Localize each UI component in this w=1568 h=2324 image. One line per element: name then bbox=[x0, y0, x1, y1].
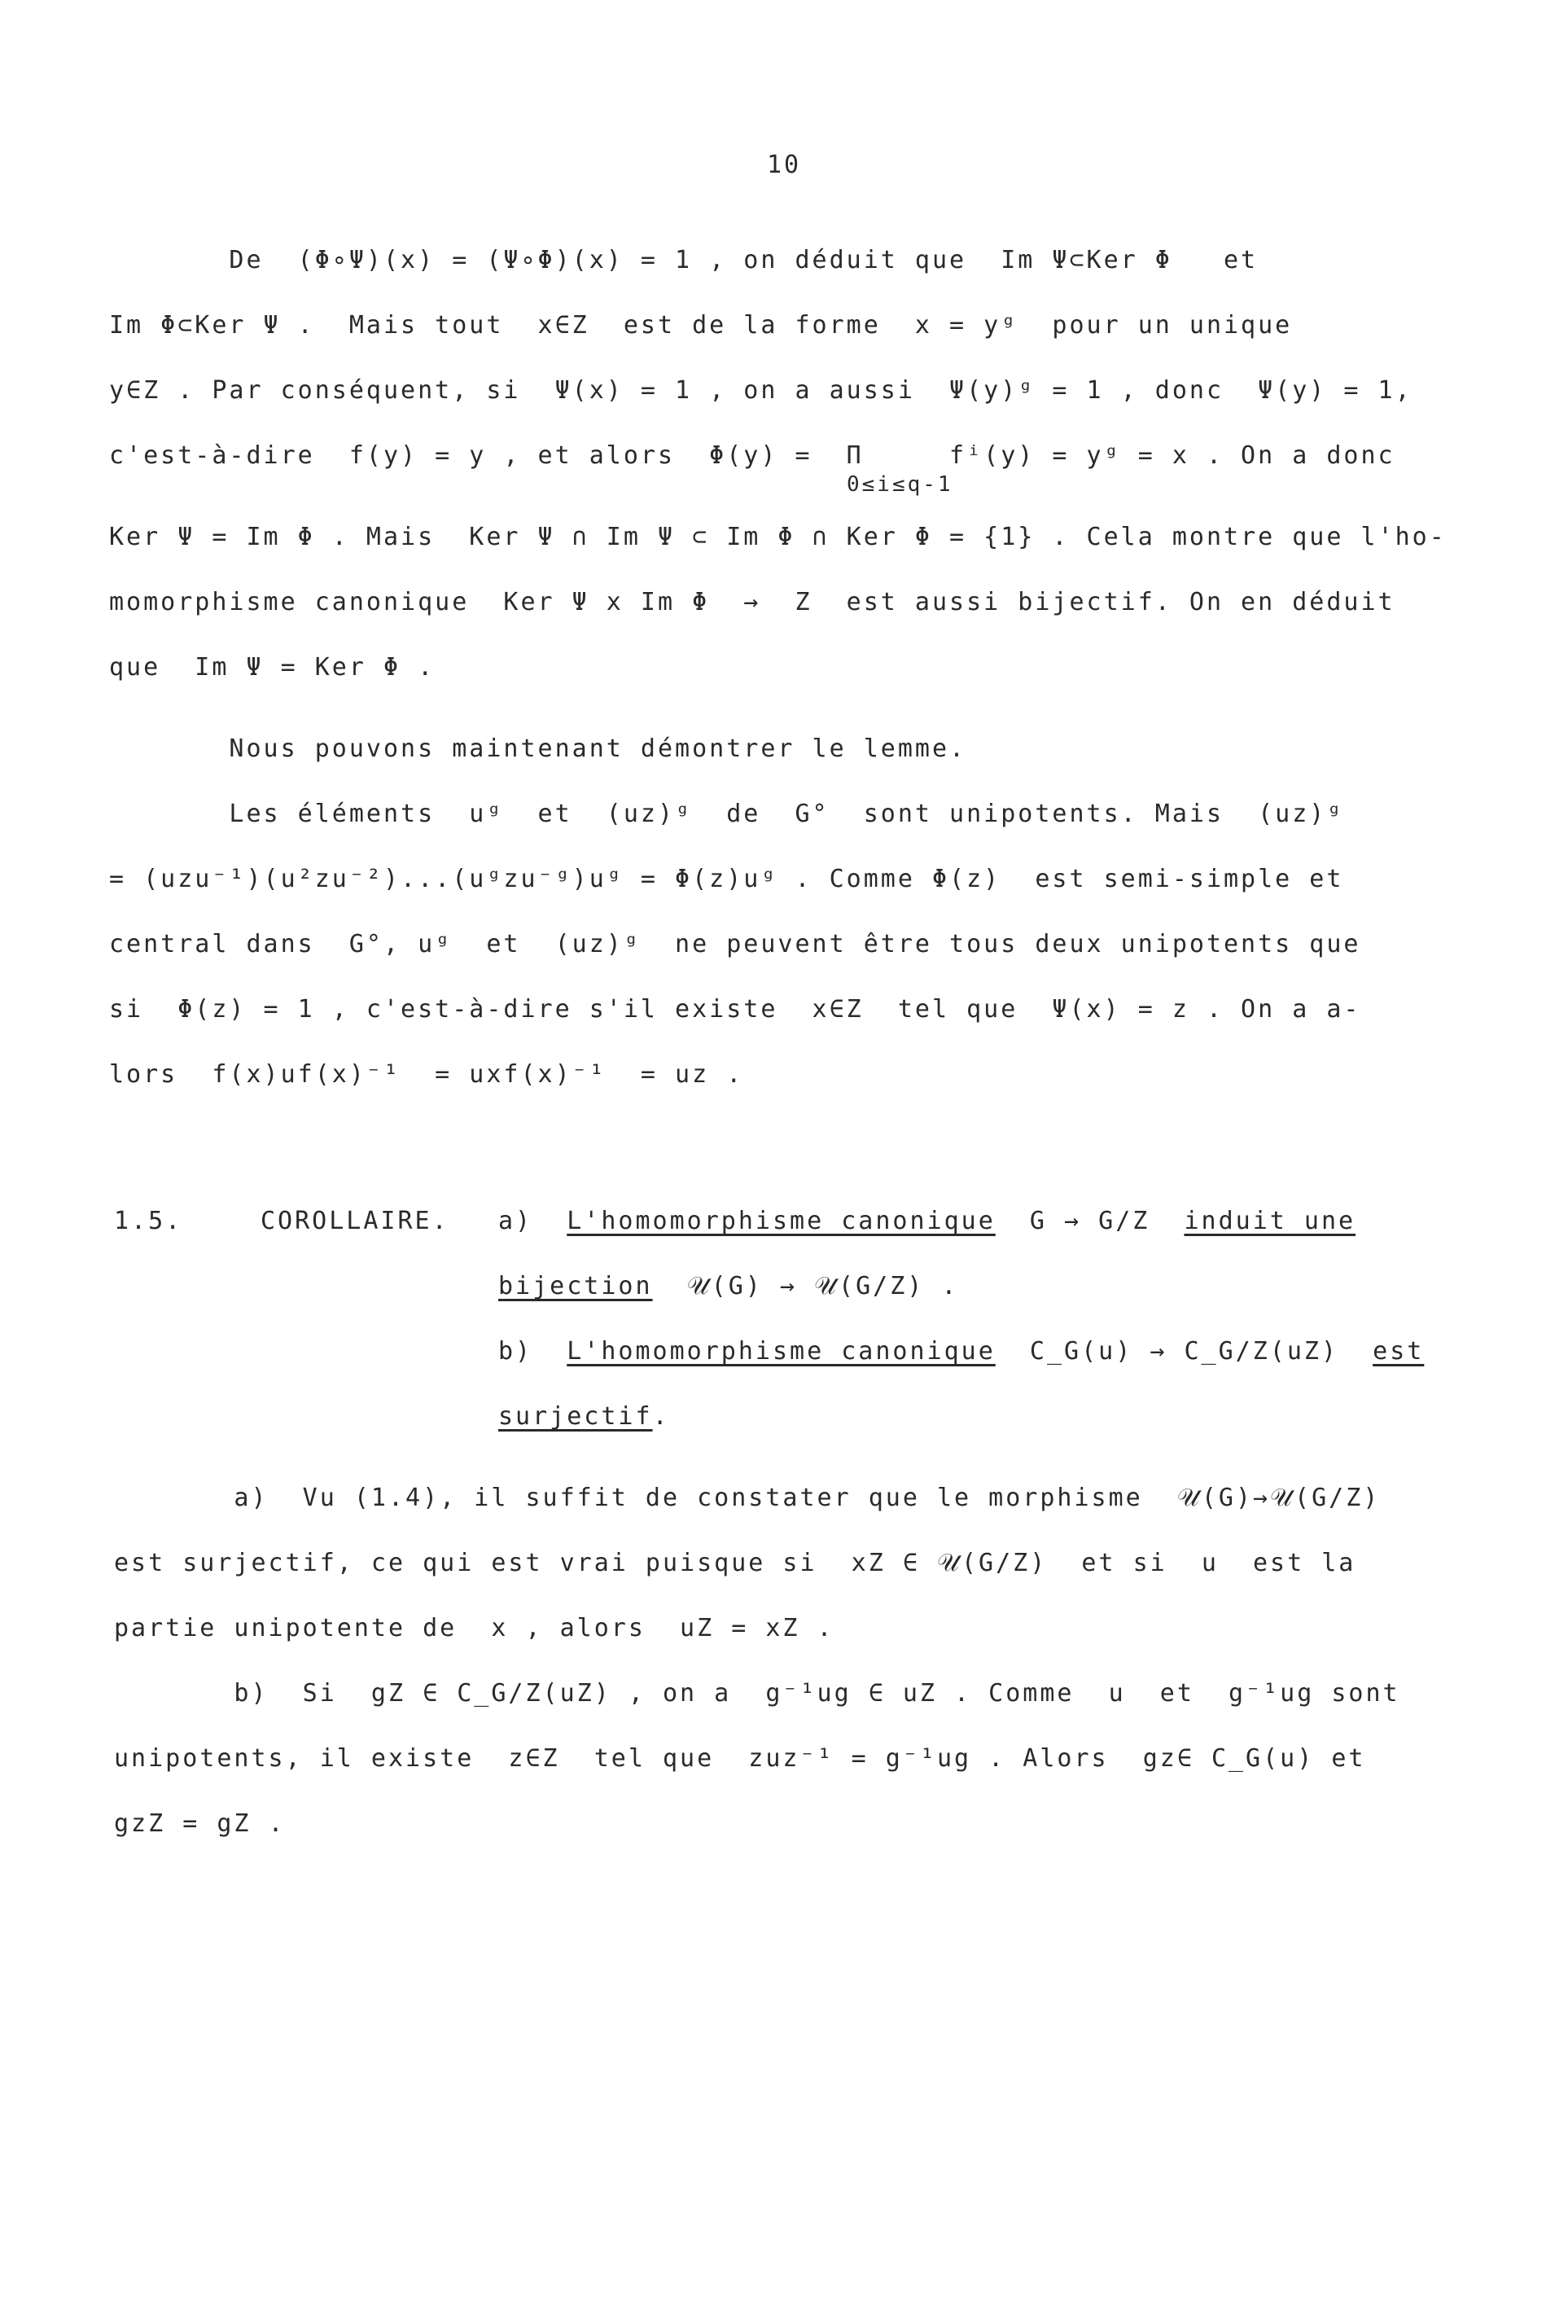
text-line-4: c'est-à-dire f(y) = y , et alors Φ(y) = Π fⁱ(y) = yᵍ = x . On a donc bbox=[109, 441, 1395, 470]
proof-line-3: partie unipotente de x , alors uZ = xZ . bbox=[114, 1614, 834, 1642]
text-line-10: = (uzu⁻¹)(u²zu⁻²)...(uᵍzu⁻ᵍ)uᵍ = Φ(z)uᵍ . Comme Φ(z) est semi-simple et bbox=[109, 865, 1344, 893]
corollary-b-map: C_G(u) → C_G/Z(uZ) bbox=[1029, 1337, 1339, 1366]
corollary-a-statement-end: induit une bbox=[1184, 1207, 1356, 1235]
proof-line-4: b) Si gZ ∈ C_G/Z(uZ) , on a g⁻¹ug ∈ uZ . Comme u et g⁻¹ug sont bbox=[114, 1679, 1400, 1708]
corollary-a-bijection: bijection bbox=[498, 1272, 653, 1300]
text-line-5: Ker Ψ = Im Φ . Mais Ker Ψ ∩ Im Ψ ⊂ Im Φ ∩ Ker Φ = {1} . Cela montre que l'ho- bbox=[109, 523, 1447, 551]
text-line-12: si Φ(z) = 1 , c'est-à-dire s'il existe x∈Z tel que Ψ(x) = z . On a a- bbox=[109, 995, 1361, 1024]
text-line-11: central dans G°, uᵍ et (uz)ᵍ ne peuvent être tous deux unipotents que bbox=[109, 930, 1361, 958]
proof-line-5: unipotents, il existe z∈Z tel que zuz⁻¹ = g⁻¹ug . Alors gz∈ C_G(u) et bbox=[114, 1744, 1366, 1773]
text-line-2: Im Φ⊂Ker Ψ . Mais tout x∈Z est de la forme x = yᵍ pour un unique bbox=[109, 311, 1293, 340]
corollary-b-statement: L'homomorphisme canonique bbox=[567, 1337, 996, 1366]
corollary-b-marker: b) bbox=[498, 1337, 533, 1366]
corollary-b-line2 bbox=[498, 1401, 670, 1433]
corollary-b-period: . bbox=[652, 1402, 670, 1431]
proof-line-1: a) Vu (1.4), il suffit de constater que le morphisme 𝒰(G)→𝒰(G/Z) bbox=[114, 1484, 1381, 1512]
text-line-9: Les éléments uᵍ et (uz)ᵍ de G° sont unipotents. Mais (uz)ᵍ bbox=[109, 800, 1344, 828]
text-line-3: y∈Z . Par conséquent, si Ψ(x) = 1 , on a aussi Ψ(y)ᵍ = 1 , donc Ψ(y) = 1, bbox=[109, 376, 1413, 405]
corollary-a-bijection-map: 𝒰(G) → 𝒰(G/Z) . bbox=[652, 1272, 959, 1300]
corollary-b-surjectif: surjectif bbox=[498, 1402, 653, 1431]
proof-line-6: gzZ = gZ . bbox=[114, 1809, 286, 1838]
text-line-8: Nous pouvons maintenant démontrer le lemme. bbox=[109, 734, 967, 763]
corollary-a-statement: L'homomorphisme canonique bbox=[567, 1207, 996, 1235]
product-subscript: 0≤i≤q-1 bbox=[847, 472, 953, 497]
text-line-13: lors f(x)uf(x)⁻¹ = uxf(x)⁻¹ = uz . bbox=[109, 1060, 744, 1089]
text-line-1: De (Φ∘Ψ)(x) = (Ψ∘Φ)(x) = 1 , on déduit que Im Ψ⊂Ker Φ et bbox=[109, 246, 1259, 274]
corollary-a-line2 bbox=[498, 1270, 959, 1303]
corollary-label: COROLLAIRE. bbox=[261, 1207, 449, 1235]
corollary-b bbox=[498, 1335, 1424, 1368]
page-number: 10 bbox=[766, 151, 802, 179]
corollary-a-marker: a) bbox=[498, 1207, 533, 1235]
text-line-6: momorphisme canonique Ker Ψ x Im Φ → Z est aussi bijectif. On en déduit bbox=[109, 588, 1395, 616]
corollary-number: 1.5. bbox=[114, 1207, 183, 1235]
text-line-7: que Im Ψ = Ker Φ . bbox=[109, 653, 436, 682]
proof-line-2: est surjectif, ce qui est vrai puisque si xZ ∈ 𝒰(G/Z) et si u est la bbox=[114, 1549, 1356, 1577]
corollary-b-statement-end: est bbox=[1373, 1337, 1425, 1366]
corollary-a bbox=[498, 1205, 1356, 1238]
corollary-a-map: G → G/Z bbox=[1029, 1207, 1150, 1235]
